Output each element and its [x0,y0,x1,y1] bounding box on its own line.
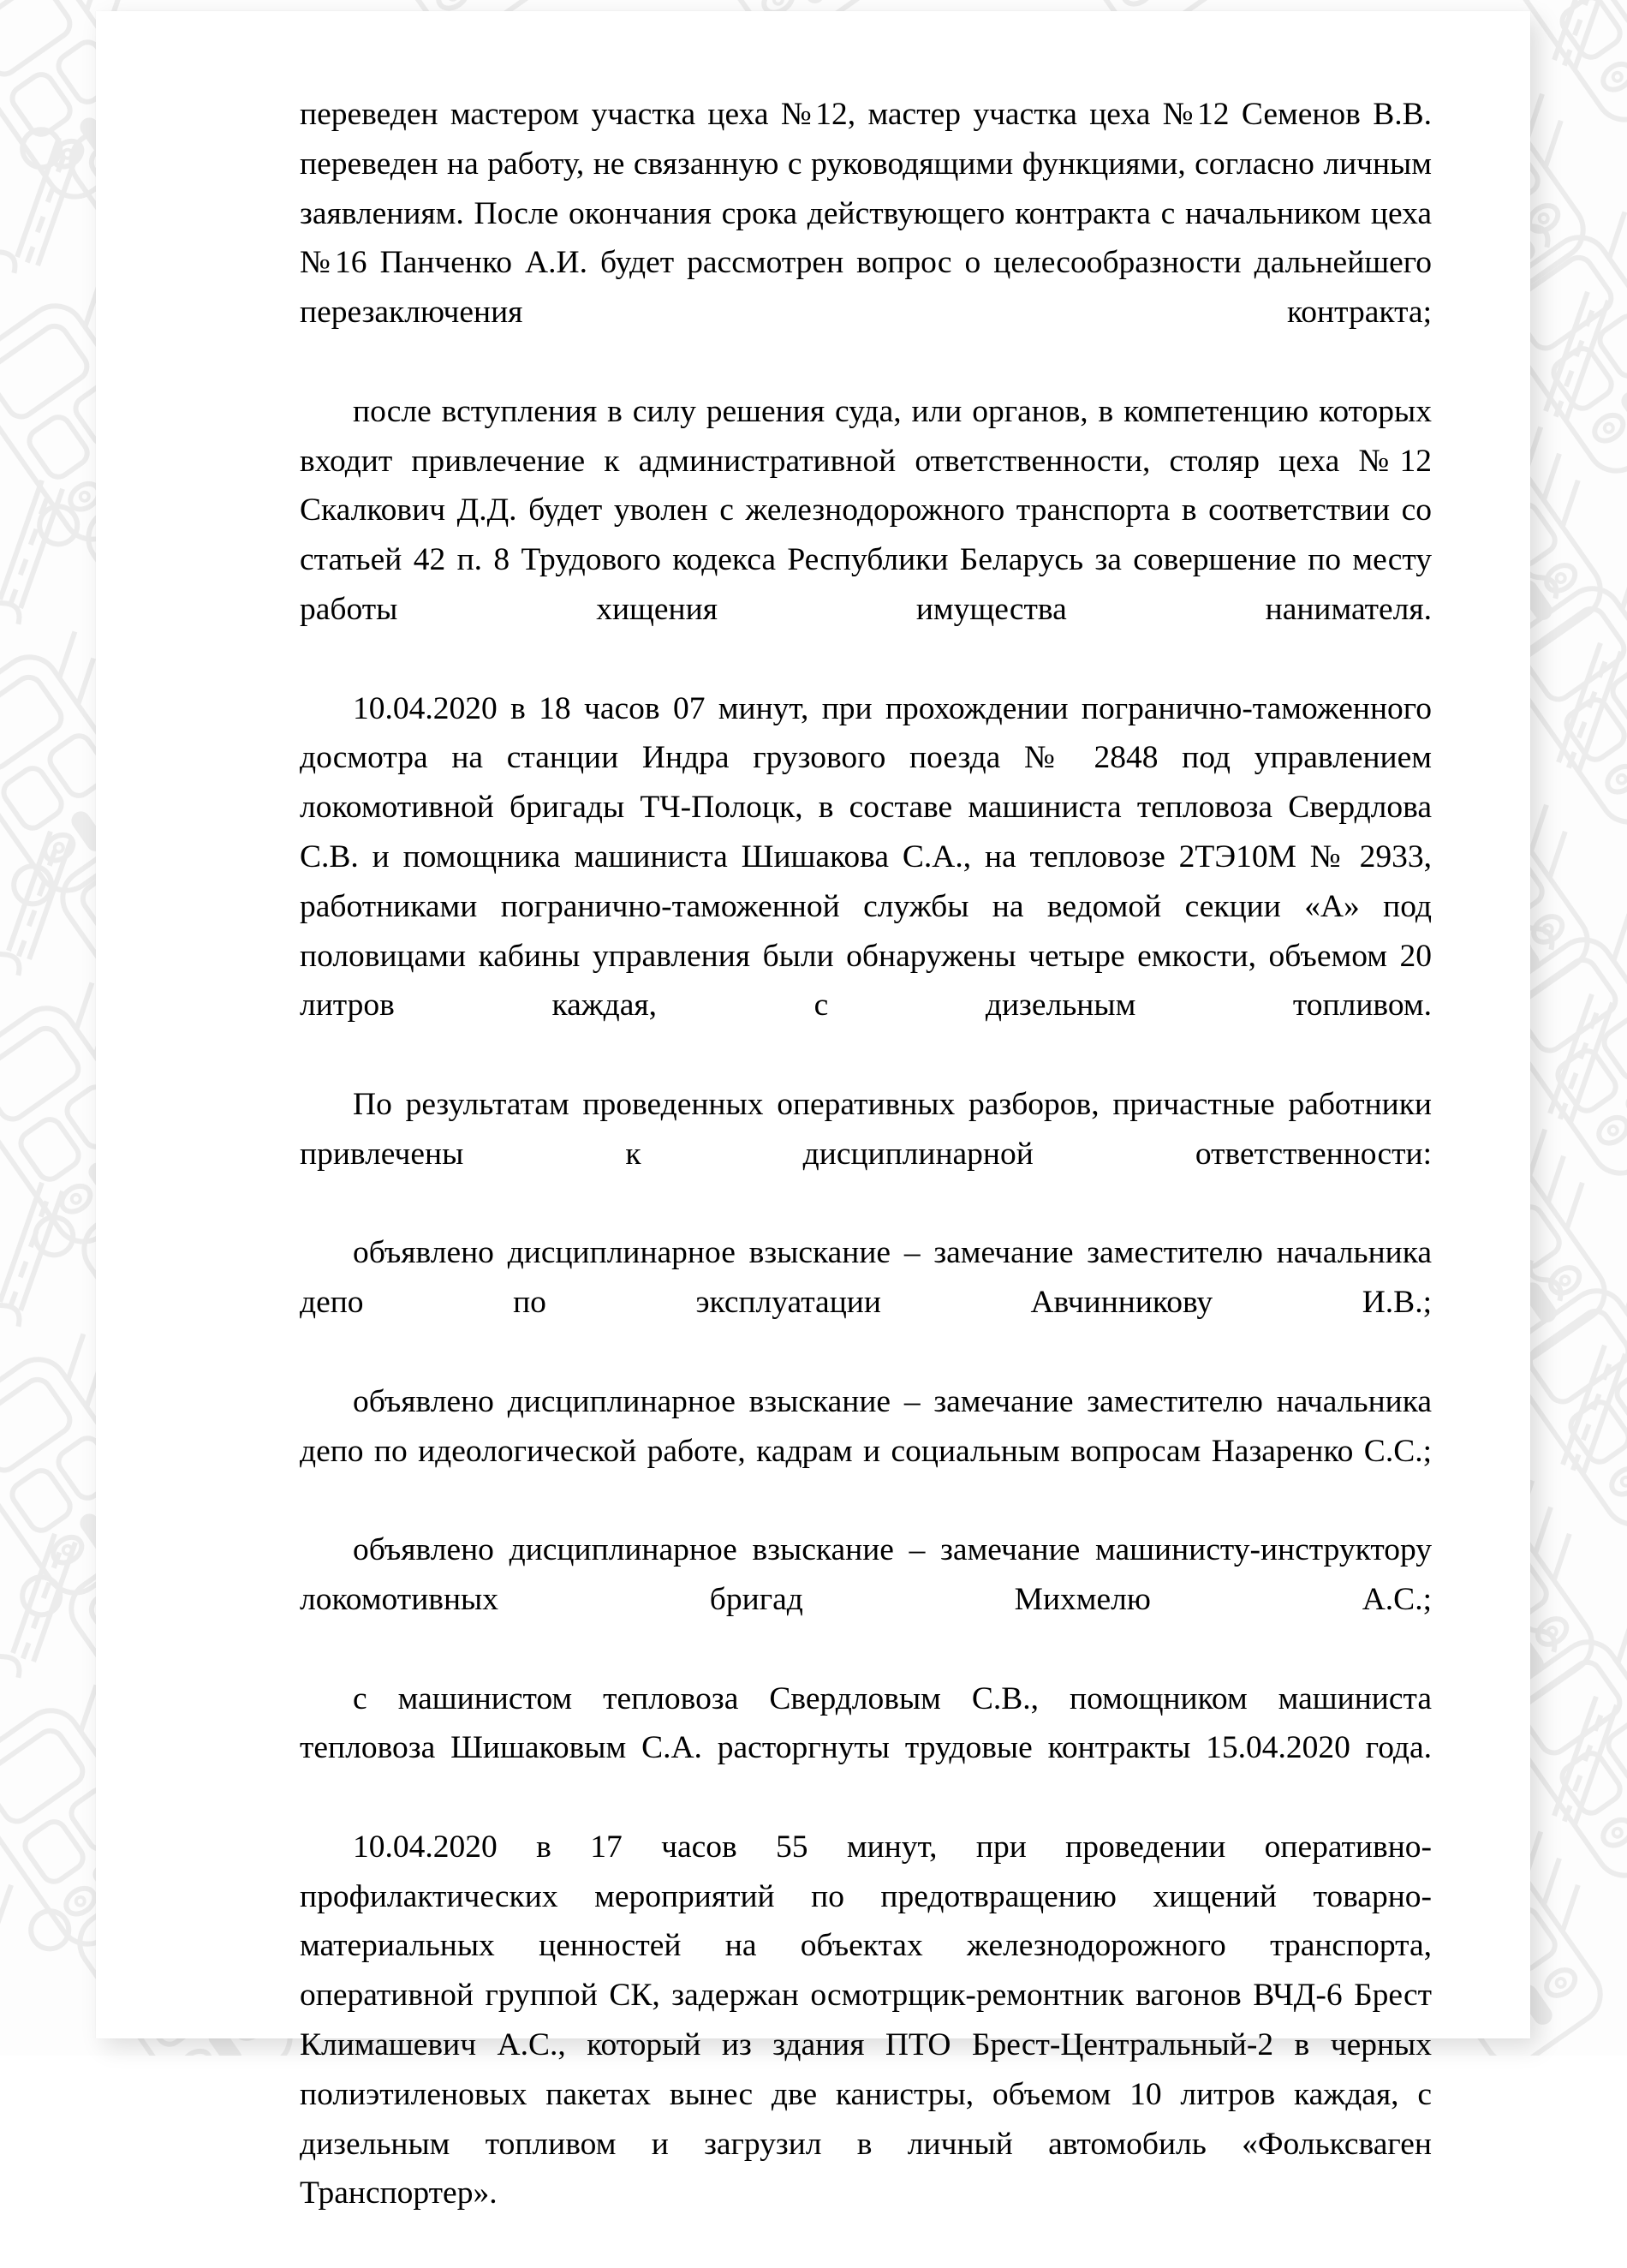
paragraph: 10.04.2020 в 18 часов 07 минут, при прохождении погранично-таможенного досмотра на станции Индра грузового поезда № 2848 под управлением локомотивной бригады ТЧ-Полоцк, в составе машиниста тепловоза Свердлова С.В. и помощника машиниста Шишакова С.А., на тепловозе 2ТЭ10М № 2933, работниками погранично-таможенной службы на ведомой секции «А» под половицами кабины управления были обнаружены четыре емкости, объемом 20 литров каждая, с дизельным топливом. [300,690,1432,1024]
paragraph: с машинистом тепловоза Свердловым С.В., помощником машиниста тепловоза Шишаковым С.А. расторгнуты трудовые контракты 15.04.2020 года. [300,1680,1432,1766]
paragraph: объявлено дисциплинарное взыскание – замечание заместителю начальника депо по эксплуатации Авчинникову И.В.; [300,1235,1432,1321]
paragraph: объявлено дисциплинарное взыскание – замечание машинисту-инструктору локомотивных бригад Михмелю А.С.; [300,1532,1432,1617]
paragraph: после вступления в силу решения суда, или органов, в компетенцию которых входит привлечение к административной ответственности, столяр цеха №12 Скалкович Д.Д. будет уволен с железнодорожного транспорта в соответствии со статьей 42 п. 8 Трудового кодекса Республики Беларусь за совершение по месту работы хищения имущества нанимателя. [300,393,1432,627]
paragraph: По результатам проведенных оперативных разборов, причастные работники привлечены к дисциплинарной ответственности: [300,1086,1432,1172]
document-page [96,11,1530,2211]
paragraph: переведен мастером участка цеха №12, мастер участка цеха №12 Семенов В.В. переведен на работу, не связанную с руководящими функциями, согласно личным заявлениям. После окончания срока действующего контракта с начальником цеха №16 Панченко А.И. будет рассмотрен вопрос о целесообразности дальнейшего перезаключения контракта; [300,97,1432,331]
document-body [300,90,1432,2268]
paragraph: 10.04.2020 в 17 часов 55 минут, при проведении оперативно-профилактических мероприятий по предотвращению хищений товарно-материальных ценностей на объектах железнодорожного транспорта, оперативной группой СК, задержан осмотрщик-ремонтник вагонов ВЧД-6 Брест Климашевич А.С., который из здания ПТО Брест-Центральный-2 в черных полиэтиленовых пакетах вынес две канистры, объемом 10 литров каждая, с дизельным топливом и загрузил в личный автомобиль «Фольксваген Транспортер». [300,1829,1432,2211]
paragraph: объявлено дисциплинарное взыскание – замечание заместителю начальника депо по идеологической работе, кадрам и социальным вопросам Назаренко С.С.; [300,1383,1432,1469]
